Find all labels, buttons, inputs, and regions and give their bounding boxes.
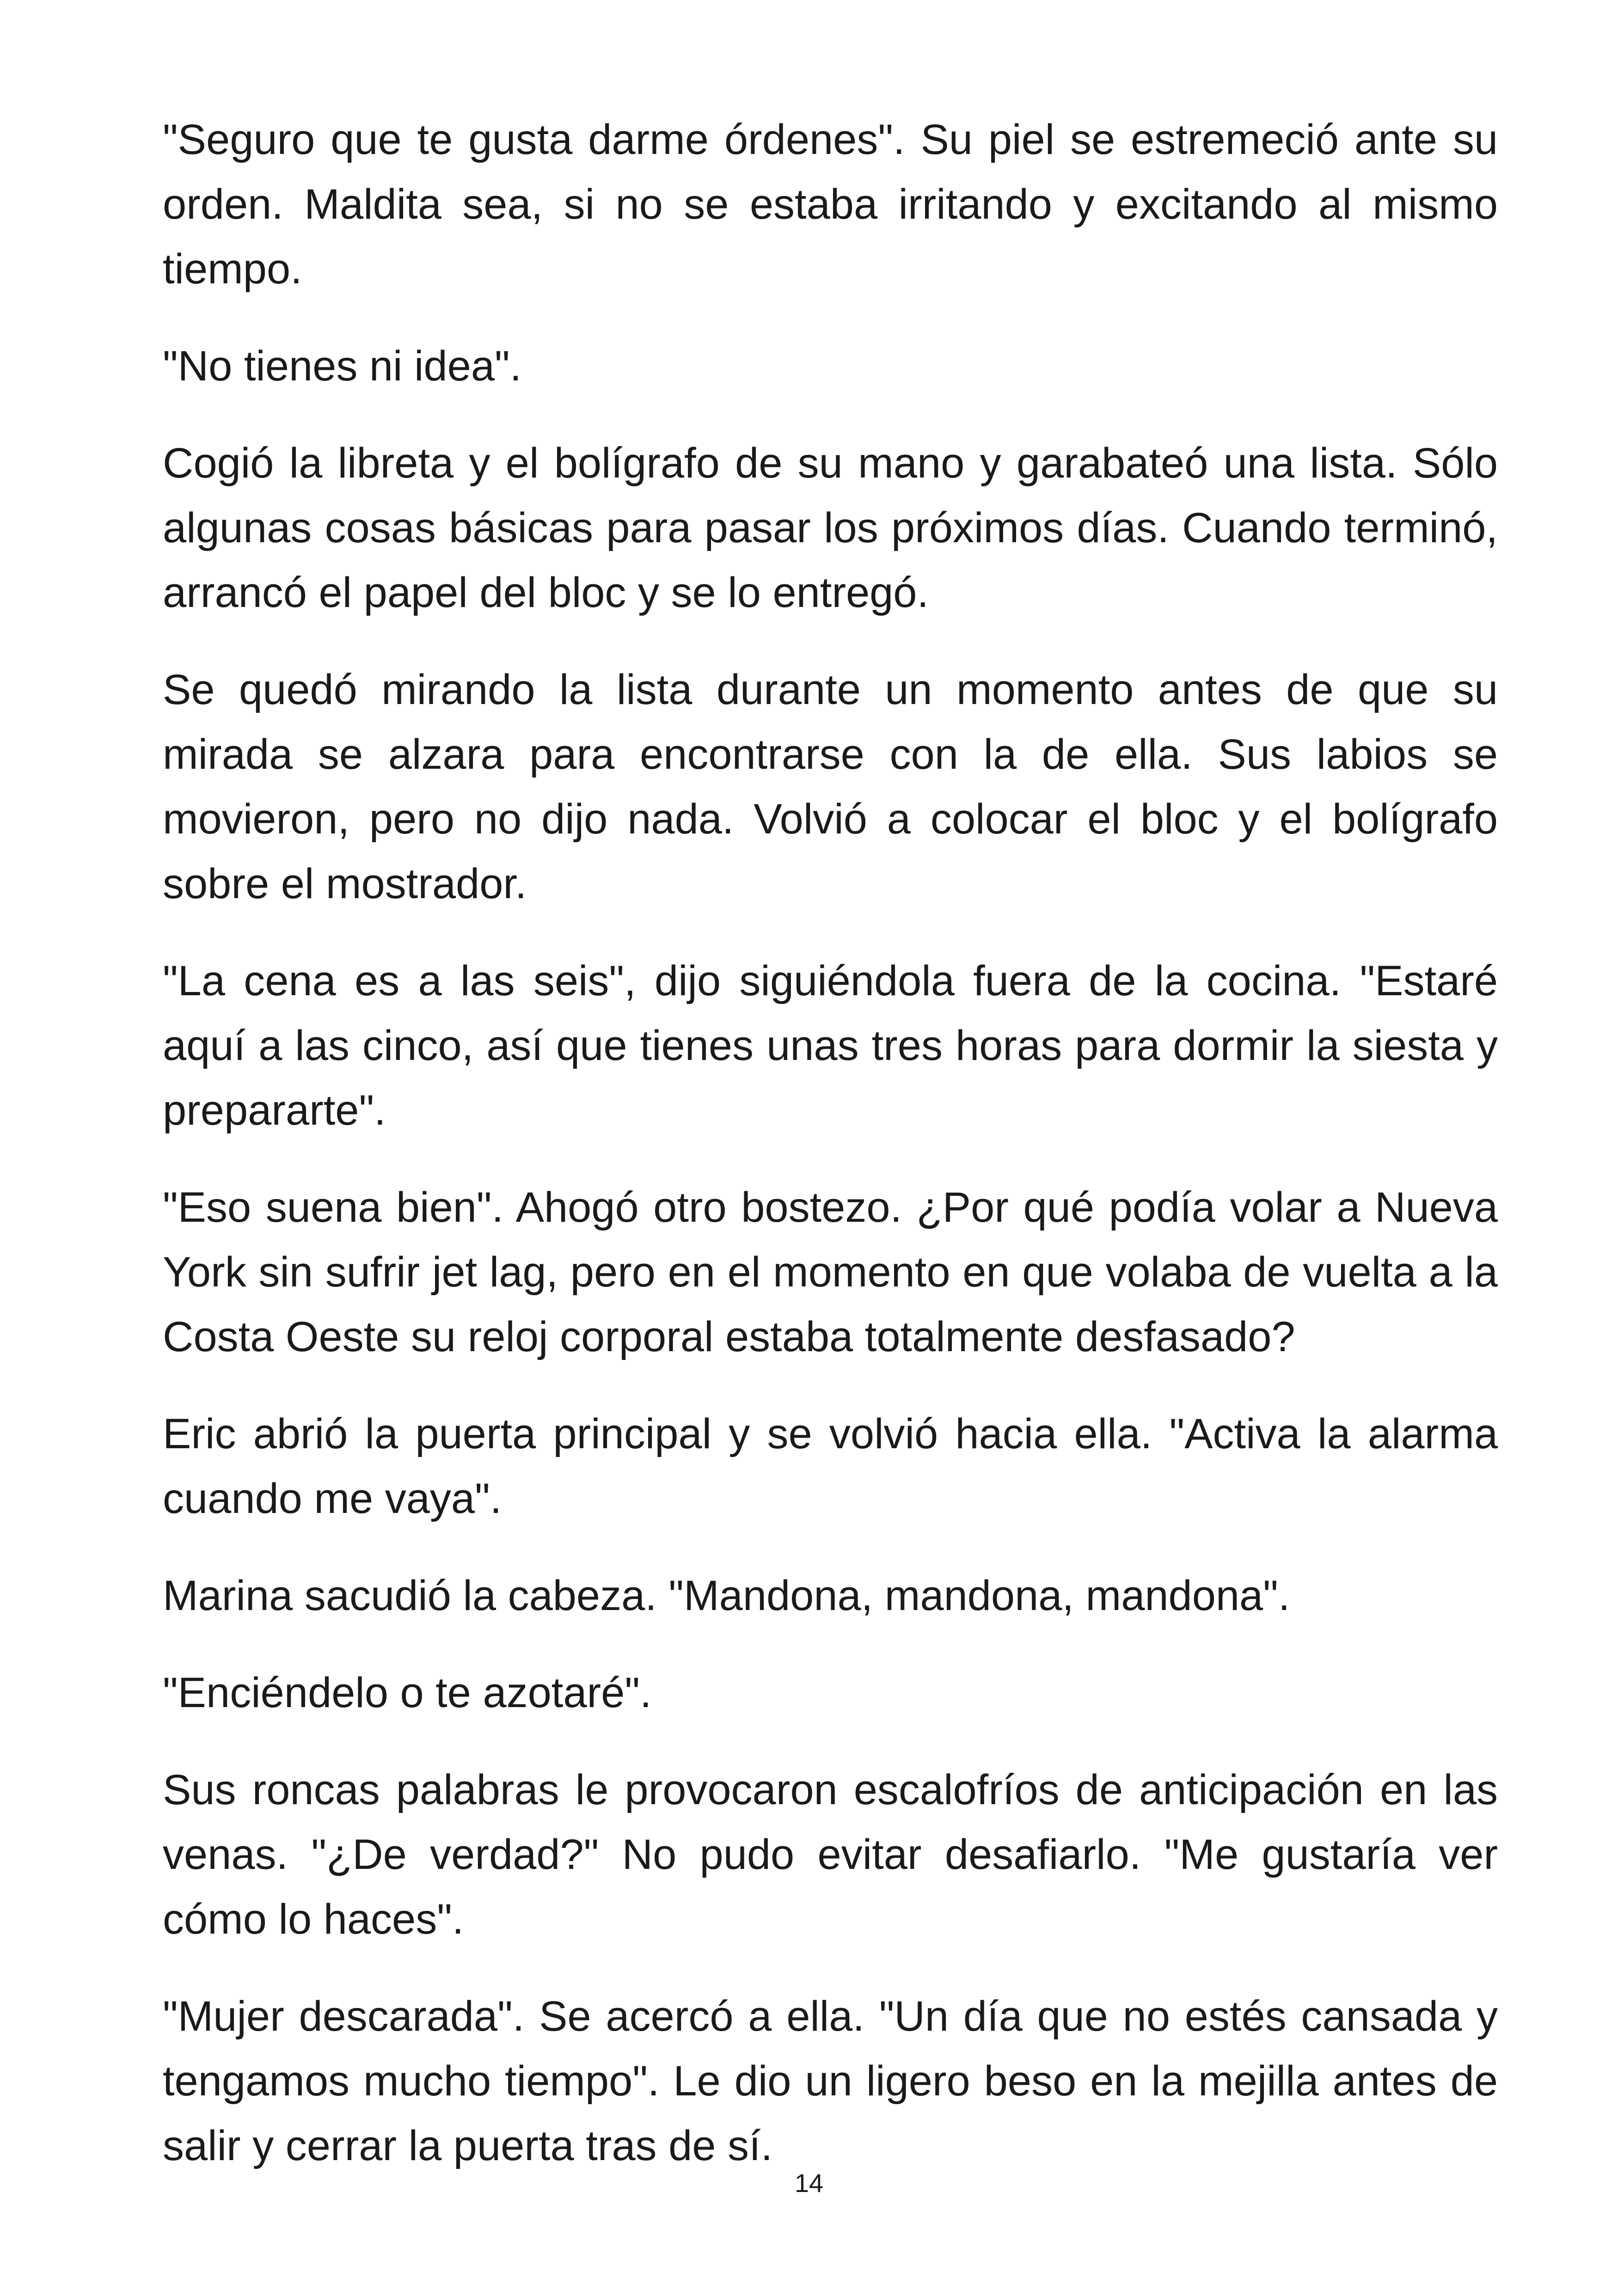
paragraph: "Enciéndelo o te azotaré". bbox=[163, 1669, 652, 1716]
page-number: 14 bbox=[794, 2168, 824, 2198]
paragraph: Marina sacudió la cabeza. "Mandona, mandona, mandona". bbox=[163, 1572, 1290, 1619]
paragraph: "Mujer descarada". Se acercó a ella. "Un día que no estés cansada y tengamos mucho tiempo". Le dio un ligero beso en la mejilla antes de salir y cerrar la puerta tras de sí. bbox=[163, 1993, 1498, 2169]
paragraph: Se quedó mirando la lista durante un momento antes de que su mirada se alzara para encontrarse con la de ella. Sus labios se movieron, pero no dijo nada. Volvió a colocar el bloc y el bolígrafo sobre el mostrador. bbox=[163, 666, 1498, 907]
paragraph: "Seguro que te gusta darme órdenes". Su piel se estremeció ante su orden. Maldita sea, si no se estaba irritando y excitando al mismo tiempo. bbox=[163, 116, 1498, 293]
paragraph: "No tienes ni idea". bbox=[163, 343, 522, 390]
paragraph: "Eso suena bien". Ahogó otro bostezo. ¿Por qué podía volar a Nueva York sin sufrir jet lag, pero en el momento en que volaba de vuelta a la Costa Oeste su reloj corporal estaba totalmente desfasado? bbox=[163, 1184, 1498, 1360]
paragraph: Sus roncas palabras le provocaron escalofríos de anticipación en las venas. "¿De verdad?" No pudo evitar desafiarlo. "Me gustaría ver cómo lo haces". bbox=[163, 1766, 1498, 1943]
page-body bbox=[163, 107, 1498, 2210]
paragraph: Cogió la libreta y el bolígrafo de su mano y garabateó una lista. Sólo algunas cosas básicas para pasar los próximos días. Cuando terminó, arrancó el papel del bloc y se lo entregó. bbox=[163, 440, 1498, 616]
paragraph: Eric abrió la puerta principal y se volvió hacia ella. "Activa la alarma cuando me vaya". bbox=[163, 1410, 1498, 1522]
paragraph: "La cena es a las seis", dijo siguiéndola fuera de la cocina. "Estaré aquí a las cinco, así que tienes unas tres horas para dormir la siesta y prepararte". bbox=[163, 957, 1498, 1134]
